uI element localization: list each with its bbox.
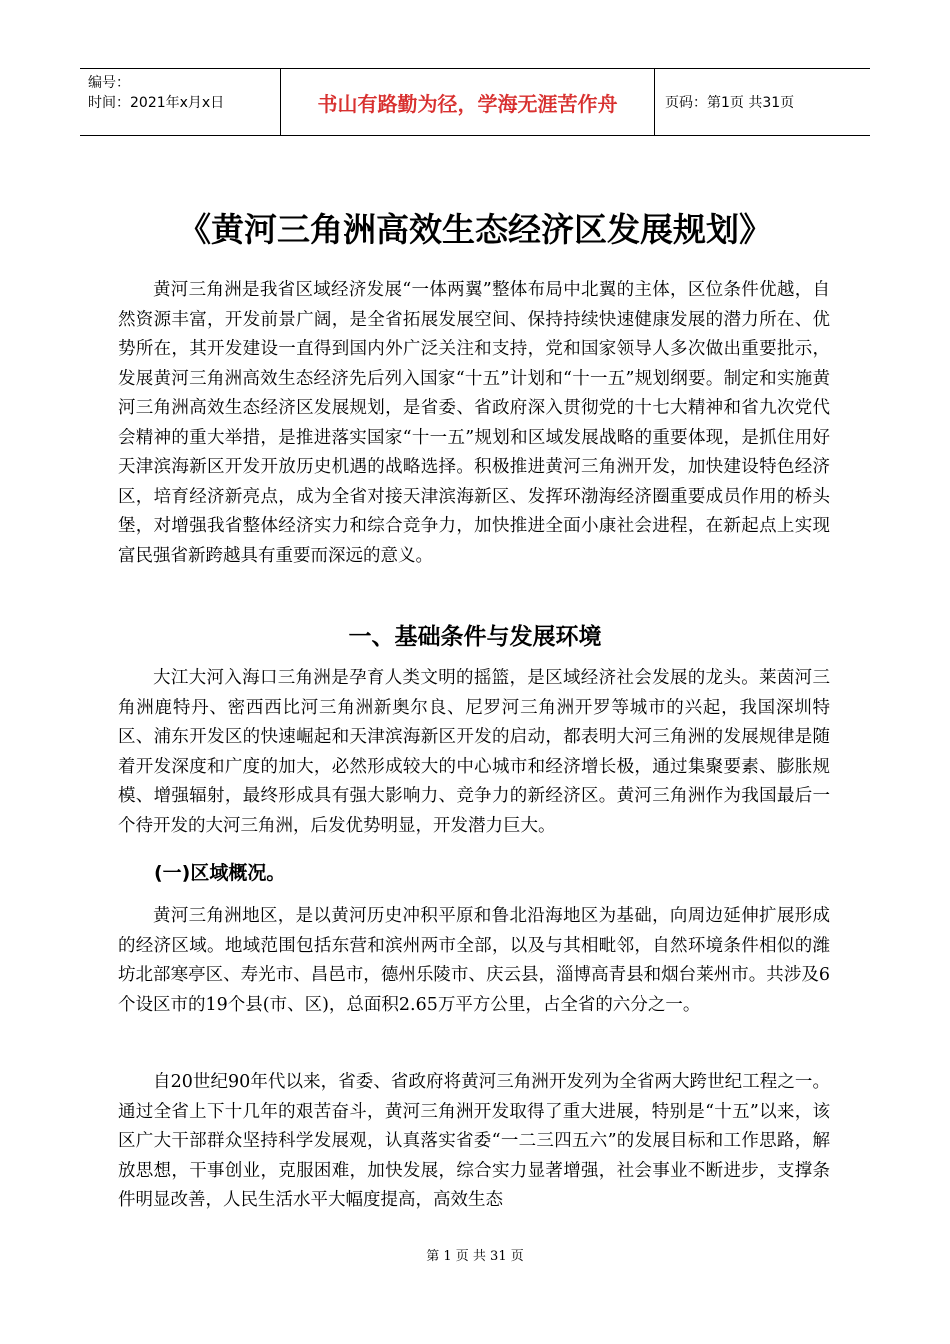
document-title: 《黄河三角洲高效生态经济区发展规划》 [178, 210, 772, 249]
subsection1-paragraph-1: 黄河三角洲地区，是以黄河历史冲积平原和鲁北沿海地区为基础，向周边延伸扩展形成的经济区域。地域范围包括东营和滨州两市全部，以及与其相毗邻，自然环境条件相似的潍坊北部寒亭区、寿光市、昌邑市，德州乐陵市、庆云县，淄博高青县和烟台莱州市。共涉及6个设区市的19个县(市、区)，总面积2.65万平方公里，占全省的六分之一。 [118, 906, 830, 1015]
section-heading-1: 一、基础条件与发展环境 [348, 624, 602, 650]
page-footer: 第 1 页 共 31 页 [426, 1249, 524, 1264]
header-number-label: 编号： [88, 75, 130, 91]
section1-paragraph: 大江大河入海口三角洲是孕育人类文明的摇篮，是区域经济社会发展的龙头。莱茵河三角洲鹿特丹、密西西比河三角洲新奥尔良、尼罗河三角洲开罗等城市的兴起，我国深圳特区、浦东开发区的快速崛起和天津滨海新区开发的启动，都表明大河三角洲的发展规律是随着开发深度和广度的加大，必然形成较大的中心城市和经济增长极，通过集聚要素、膨胀规模、增强辐射，最终形成具有强大影响力、竞争力的新经济区。黄河三角洲作为我国最后一个待开发的大河三角洲，后发优势明显，开发潜力巨大。 [118, 668, 830, 836]
intro-paragraph: 黄河三角洲是我省区域经济发展“一体两翼”整体布局中北翼的主体，区位条件优越，自然资源丰富，开发前景广阔，是全省拓展发展空间、保持持续快速健康发展的潜力所在、优势所在，其开发建设一直得到国内外广泛关注和支持，党和国家领导人多次做出重要批示，发展黄河三角洲高效生态经济先后列入国家“十五”计划和“十一五”规划纲要。制定和实施黄河三角洲高效生态经济区发展规划，是省委、省政府深入贯彻党的十七大精神和省九次党代会精神的重大举措，是推进落实国家“十一五”规划和区域发展战略的重要体现，是抓住用好天津滨海新区开发开放历史机遇的战略选择。积极推进黄河三角洲开发，加快建设特色经济区，培育经济新亮点，成为全省对接天津滨海新区、发挥环渤海经济圈重要成员作用的桥头堡，对增强我省整体经济实力和综合竞争力，加快推进全面小康社会进程，在新起点上实现富民强省新跨越具有重要而深远的意义。 [118, 280, 830, 566]
header-motto: 书山有路勤为径，学海无涯苦作舟 [281, 69, 655, 135]
header-meta [80, 69, 281, 135]
subsection1-paragraph-2: 自20世纪90年代以来，省委、省政府将黄河三角洲开发列为全省两大跨世纪工程之一。通过全省上下十几年的艰苦奋斗，黄河三角洲开发取得了重大进展，特别是“十五”以来，该区广大干部群众坚持科学发展观，认真落实省委“一二三四五六”的发展目标和工作思路，解放思想，干事创业，克服困难，加快发展，综合实力显著增强，社会事业不断进步，支撑条件明显改善，人民生活水平大幅度提高，高效生态 [118, 1072, 830, 1210]
subsection-heading-1: (一)区域概况。 [154, 862, 286, 884]
header-date: 时间：2021年x月x日 [88, 95, 225, 111]
header-page-info: 页码：第1页 共31页 [665, 95, 795, 111]
page-header [80, 68, 870, 136]
